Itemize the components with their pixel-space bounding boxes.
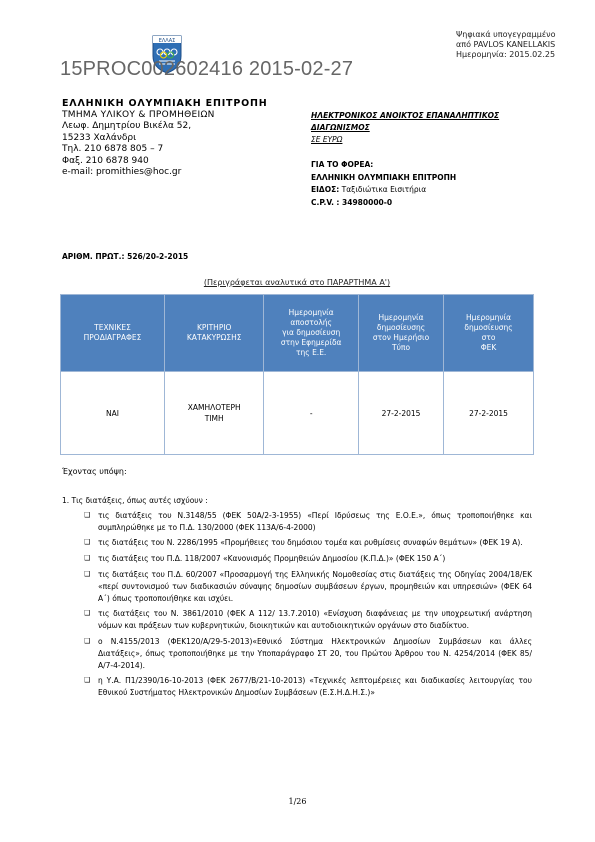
list-item	[84, 537, 532, 549]
header-line: ΤΕΧΝΙΚΕΣ	[94, 323, 131, 332]
list-item-1: 1. Τις διατάξεις, όπως αυτές ισχύουν :	[62, 496, 208, 505]
header-eu-journal-date	[264, 295, 359, 372]
for-value: ΕΛΛΗΝΙΚΗ ΟΛΥΜΠΙΑΚΗ ΕΠΙΤΡΟΠΗ	[311, 172, 457, 182]
tender-type-line-1: ΗΛΕΚΤΡΟΝΙΚΟΣ ΑΝΟΙΚΤΟΣ ΕΠΑΝΑΛΗΠΤΙΚΟΣ	[311, 111, 500, 120]
publication-table	[60, 294, 534, 455]
list-item-text: η Υ.Α. Π1/2390/16-10-2013 (ΦΕΚ 2677/Β/21-10-2013) «Τεχνικές λεπτομέρειες και διαδικασίες λειτουργίας του Εθνικού Συστήματος Ηλεκτρονικών Δημοσίων Συμβάσεων (Ε.Σ.Η.Δ.Η.Σ.)»	[98, 676, 532, 698]
for-label: ΓΙΑ ΤΟ ΦΟΡΕΑ:	[311, 160, 374, 169]
cell-gazette-date	[444, 372, 534, 455]
organization-name: ΕΛΛΗΝΙΚΗ ΟΛΥΜΠΙΑΚΗ ΕΠΙΤΡΟΠΗ	[62, 98, 268, 109]
header-line: Ημερομηνία	[288, 308, 334, 317]
list-item-text: τις διατάξεις του Π.Δ. 60/2007 «Προσαρμογή της Ελληνικής Νομοθεσίας στις διατάξεις της Οδηγίας 2004/18/ΕΚ «περί συντονισμού των διαδικασιών σύναψης δημοσίων συμβάσεων έργων, προμηθειών και υπηρεσιών» (ΦΕΚ 64 Α΄) όπως τροποποιήθηκε και ισχύει.	[98, 569, 532, 603]
protocol-number: ΑΡΙΘΜ. ΠΡΩΤ.: 526/20-2-2015	[62, 252, 189, 261]
logo-text: ΕΛΛΑΣ	[158, 38, 176, 44]
signature-line-2: από PAVLOS KANELLAKIS	[456, 40, 556, 49]
cpv-value: : 34980000-0	[336, 197, 393, 207]
header-line: ΠΡΟΔΙΑΓΡΑΦΕΣ	[83, 333, 142, 342]
list-item-text: ο Ν.4155/2013 (ΦΕΚ120/Α/29-5-2013)«Εθνικό Σύστημα Ηλεκτρονικών Δημοσίων Συμβάσεων και άλλες Διατάξεις», όπως τροποποιήθηκε με την Υποπαράγραφο ΣΤ 20, του Πρώτου Άρθρου του Ν. 4254/2014 (ΦΕΚ 85/Α/7-4-2014).	[98, 636, 532, 670]
header-line: δημοσίευσης	[464, 323, 513, 332]
header-line: Ημερομηνία	[378, 313, 424, 322]
header-line: ΚΡΙΤΗΡΙΟ	[196, 323, 232, 332]
cell-text: ΧΑΜΗΛΟΤΕΡΗ	[187, 403, 241, 412]
header-line: δημοσίευσης	[376, 323, 426, 332]
tender-type	[311, 110, 541, 146]
header-line: στο	[481, 333, 496, 342]
annex-note	[62, 278, 532, 287]
postal-code: 15233 Χαλάνδρι	[62, 132, 137, 143]
cell-text: ΝΑΙ	[106, 408, 119, 418]
header-line: αποστολής	[290, 318, 332, 327]
cell-eu-journal-date	[264, 372, 359, 455]
address: Λεωφ. Δημητρίου Βικέλα 52,	[62, 121, 192, 131]
checkbox-bullet-icon: ❑	[84, 554, 91, 563]
cell-text: 27-2-2015	[469, 408, 508, 418]
header-line: της Ε.Ε.	[296, 348, 327, 357]
header-daily-press-date	[358, 295, 443, 372]
header-line: για δημοσίευση	[282, 328, 341, 337]
list-item	[84, 553, 532, 565]
digital-signature	[456, 30, 592, 60]
having-regard-heading: Έχοντας υπόψη:	[62, 467, 127, 476]
list-item	[84, 608, 532, 632]
header-gazette-date	[444, 295, 534, 372]
list-item-text: τις διατάξεις του Π.Δ. 118/2007 «Κανονισμός Προμηθειών Δημοσίου (Κ.Π.Δ.)» (ΦΕΚ 150 Α΄)	[98, 554, 446, 564]
checkbox-bullet-icon: ❑	[84, 569, 91, 578]
tender-details	[311, 159, 551, 209]
table-header-row	[61, 295, 534, 372]
checkbox-bullet-icon: ❑	[84, 538, 91, 547]
page-number: 1/26	[288, 797, 307, 806]
kind-label: ΕΙΔΟΣ:	[311, 185, 340, 195]
cell-text: ΤΙΜΗ	[204, 414, 224, 423]
header-award-criterion	[165, 295, 264, 372]
sub-list	[62, 510, 532, 699]
header-line: ΚΑΤΑΚΥΡΩΣΗΣ	[186, 333, 242, 342]
checkbox-bullet-icon: ❑	[84, 636, 91, 645]
checkbox-bullet-icon: ❑	[84, 609, 91, 618]
header-line: Τύπο	[392, 343, 411, 352]
list-item	[84, 675, 532, 699]
table-row	[61, 372, 534, 455]
kind-value: Ταξιδιώτικα Εισιτήρια	[341, 185, 427, 195]
cell-text: 27-2-2015	[381, 408, 421, 418]
list-item-text: τις διατάξεις του Ν. 3861/2010 (ΦΕΚ Α 112/ 13.7.2010) «Ενίσχυση διαφάνειας με την υποχρεωτική ανάρτηση νόμων και πράξεων των κυβερνητικών, διοικητικών και αυτοδιοικητικών οργάνων στο διαδίκτυο.	[98, 609, 532, 631]
header-line: στην Εφημερίδα	[280, 338, 342, 347]
fax: Φαξ. 210 6878 940	[62, 155, 149, 166]
signature-line-3: Ημερομηνία: 2015.02.25	[456, 50, 556, 59]
checkbox-bullet-icon: ❑	[84, 676, 91, 685]
list-item	[84, 636, 532, 671]
annex-note-text: (Περιγράφεται αναλυτικά στο ΠΑΡΑΡΤΗΜΑ Α')	[203, 278, 391, 287]
cpv-label: C.P.V.	[311, 197, 335, 207]
list-item-text: τις διατάξεις του Ν.3148/55 (ΦΕΚ 50Α/2-3-1955) «Περί Ιδρύσεως της Ε.Ο.Ε.», όπως τροποποιήθηκε και συμπληρώθηκε με το Π.Δ. 130/2000 (ΦΕΚ 113Α/6-4-2000)	[98, 510, 532, 532]
phone: Τηλ. 210 6878 805 – 7	[62, 144, 164, 154]
department: ΤΜΗΜΑ ΥΛΙΚΟΥ & ΠΡΟΜΗΘΕΙΩΝ	[62, 109, 215, 120]
currency: ΣΕ ΕΥΡΩ	[311, 135, 343, 144]
email: e-mail: promithies@hoc.gr	[62, 167, 182, 177]
header-line: ΦΕΚ	[480, 343, 497, 352]
header-line: στον Ημερήσιο	[372, 333, 430, 342]
tender-type-line-2: ΔΙΑΓΩΝΙΣΜΟΣ	[311, 123, 370, 132]
legal-provisions-list	[62, 495, 532, 703]
checkbox-bullet-icon: ❑	[84, 510, 91, 519]
cell-daily-press-date	[358, 372, 443, 455]
cell-text: -	[309, 408, 313, 418]
list-item	[84, 569, 532, 604]
organization-block	[62, 98, 302, 179]
cell-award-criterion	[165, 372, 264, 455]
header-technical-specs	[61, 295, 165, 372]
list-item-text: τις διατάξεις του Ν. 2286/1995 «Προμήθειες του δημόσιου τομέα και ρυθμίσεις συναφών θεμάτων» (ΦΕΚ 19 Α).	[98, 538, 523, 548]
signature-line-1: Ψηφιακά υπογεγραμμένο	[456, 30, 556, 39]
list-item	[84, 510, 532, 534]
header-line: Ημερομηνία	[466, 313, 512, 322]
document-id: 15PROC002602416 2015-02-27	[60, 58, 354, 80]
cell-technical-specs	[61, 372, 165, 455]
